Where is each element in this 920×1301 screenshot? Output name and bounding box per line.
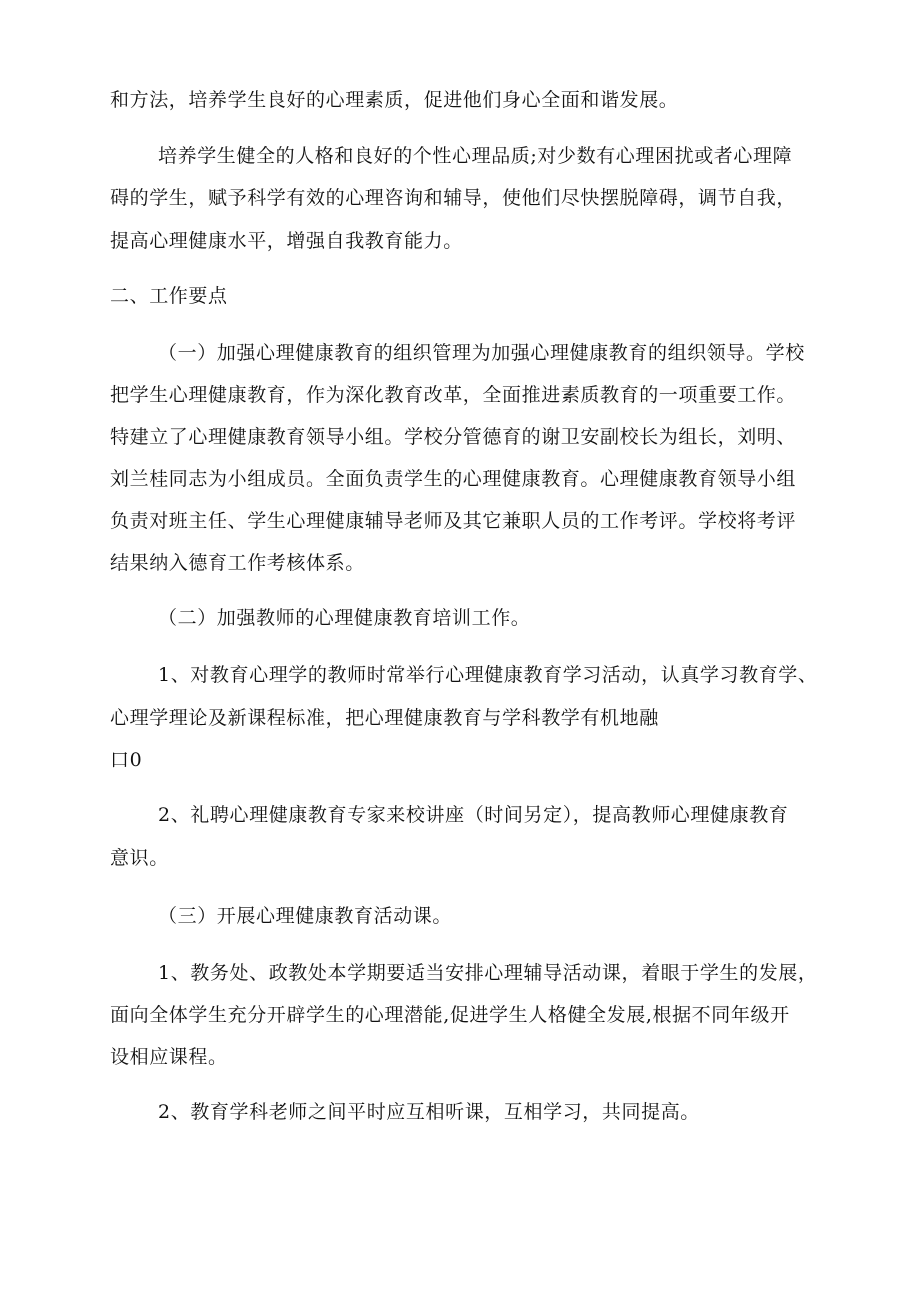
paragraph-line: （一）加强心理健康教育的组织管理为加强心理健康教育的组织领导。学校 xyxy=(158,342,805,364)
list-item-line: 1、对教育心理学的教师时常举行心理健康教育学习活动，认真学习教育学、 xyxy=(158,664,818,686)
paragraph-line: 提高心理健康水平，增强自我教育能力。 xyxy=(110,230,463,252)
paragraph-line: 负责对班主任、学生心理健康辅导老师及其它兼职人员的工作考评。学校将考评 xyxy=(110,510,797,532)
subsection-heading: （三）开展心理健康教育活动课。 xyxy=(158,905,453,927)
paragraph-line: 结果纳入德育工作考核体系。 xyxy=(110,552,365,574)
list-item-line: 2、礼聘心理健康教育专家来校讲座（时间另定），提高教师心理健康教育 xyxy=(158,804,789,826)
list-item-line: 口0 xyxy=(110,749,143,771)
list-item-line: 2、教育学科老师之间平时应互相听课，互相学习，共同提高。 xyxy=(158,1101,700,1123)
list-item-line: 1、教务处、政教处本学期要适当安排心理辅导活动课，着眼于学生的发展， xyxy=(158,962,818,984)
subsection-heading: （二）加强教师的心理健康教育培训工作。 xyxy=(158,607,531,629)
paragraph-line: 特建立了心理健康教育领导小组。学校分管德育的谢卫安副校长为组长，刘明、 xyxy=(110,426,797,448)
paragraph-line: 把学生心理健康教育，作为深化教育改革，全面推进素质教育的一项重要工作。 xyxy=(110,384,797,406)
list-item-line: 心理学理论及新课程标准，把心理健康教育与学科教学有机地融 xyxy=(110,707,659,729)
paragraph-line: 培养学生健全的人格和良好的个性心理品质;对少数有心理困扰或者心理障 xyxy=(158,145,793,167)
paragraph-line: 碍的学生，赋予科学有效的心理咨询和辅导，使他们尽快摆脱障碍，调节自我， xyxy=(110,187,797,209)
list-item-line: 面向全体学生充分开辟学生的心理潜能,促进学生人格健全发展,根据不同年级开 xyxy=(110,1004,790,1026)
section-heading: 二、工作要点 xyxy=(110,285,228,307)
list-item-line: 设相应课程。 xyxy=(110,1046,228,1068)
paragraph-line: 刘兰桂同志为小组成员。全面负责学生的心理健康教育。心理健康教育领导小组 xyxy=(110,468,797,490)
list-item-line: 意识。 xyxy=(110,847,169,869)
paragraph-line: 和方法，培养学生良好的心理素质，促进他们身心全面和谐发展。 xyxy=(110,89,679,111)
